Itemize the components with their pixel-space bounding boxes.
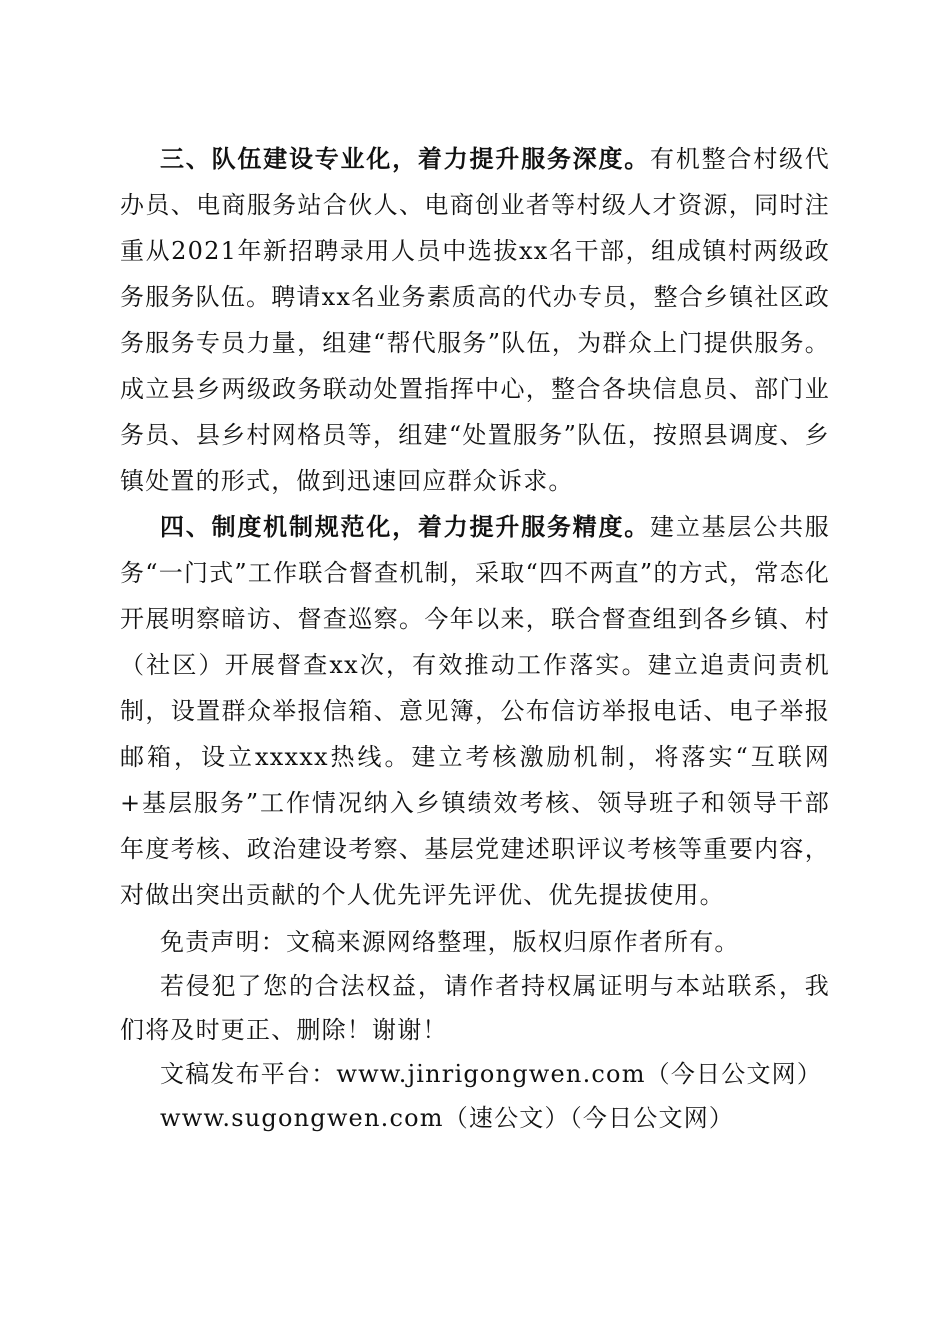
- section-body-3: 有机整合村级代办员、电商服务站合伙人、电商创业者等村级人才资源，同时注重从2021年新招聘录用人员中选拔xx名干部，组成镇村两级政务服务队伍。聘请xx名业务素质高的代办专员，整合乡镇社区政务服务专员力量，组建“帮代服务”队伍，为群众上门提供服务。成立县乡两级政务联动处置指挥中心，整合各块信息员、部门业务员、县乡村网格员等，组建“处置服务”队伍，按照县调度、乡镇处置的形式，做到迅速回应群众诉求。: [120, 145, 830, 495]
- document-body: [120, 136, 830, 1140]
- document-footer: [120, 920, 830, 1140]
- infringement-notice: 若侵犯了您的合法权益，请作者持权属证明与本站联系，我们将及时更正、删除！谢谢！: [120, 972, 830, 1044]
- disclaimer-text: 免责声明：文稿来源网络整理，版权归原作者所有。: [160, 928, 740, 956]
- section-paragraph-4: [120, 504, 830, 918]
- section-heading-4: 四、制度机制规范化，着力提升服务精度。: [160, 512, 651, 541]
- section-paragraph-3: [120, 136, 830, 504]
- alt-site-text: www.sugongwen.com（速公文）（今日公文网）: [160, 1104, 735, 1132]
- platform-link-text: 文稿发布平台：www.jinrigongwen.com（今日公文网）: [160, 1060, 823, 1088]
- section-body-4: 建立基层公共服务“一门式”工作联合督查机制，采取“四不两直”的方式，常态化开展明察暗访、督查巡察。今年以来，联合督查组到各乡镇、村（社区）开展督查xx次，有效推动工作落实。建立追责问责机制，设置群众举报信箱、意见簿，公布信访举报电话、电子举报邮箱，设立xxxxx热线。建立考核激励机制，将落实“互联网+基层服务”工作情况纳入乡镇绩效考核、领导班子和领导干部年度考核、政治建设考察、基层党建述职评议考核等重要内容，对做出突出贡献的个人优先评先评优、优先提拔使用。: [120, 513, 830, 909]
- section-heading-3: 三、队伍建设专业化，着力提升服务深度。: [160, 144, 651, 173]
